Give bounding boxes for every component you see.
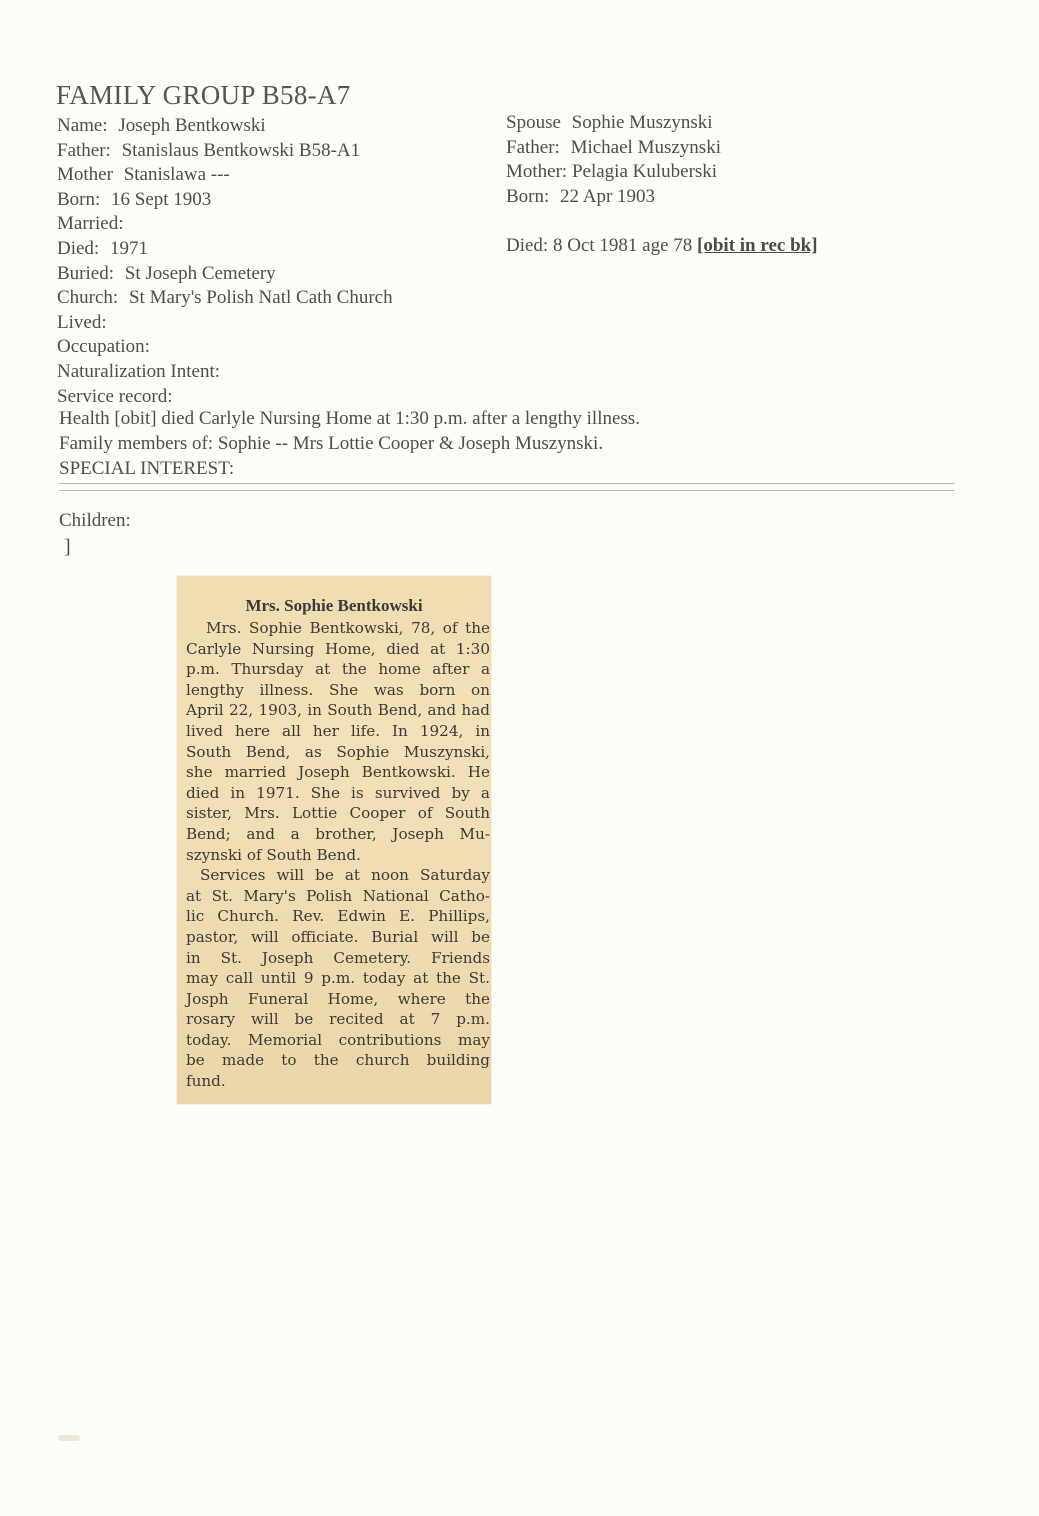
husband-mother-row <box>57 163 497 188</box>
husband-died-row <box>57 237 497 262</box>
spouse-born-label: Born: <box>506 185 550 207</box>
spouse-born: 22 Apr 1903 <box>560 185 656 207</box>
husband-father-row <box>57 139 497 164</box>
husband-column <box>57 114 497 409</box>
spouse-father: Michael Muszynski <box>570 136 721 158</box>
obituary-line: today. Memorial contributions may <box>186 1030 490 1049</box>
children-label: Children: <box>59 510 131 531</box>
husband-born-row <box>57 188 497 213</box>
obituary-line: she married Joseph Bentkowski. He <box>186 763 490 782</box>
spouse-died-label: Died: <box>506 234 549 256</box>
obituary-line: Mrs. Sophie Bentkowski, 78, of the <box>206 619 490 637</box>
spouse-father-row <box>506 136 966 161</box>
obituary-clipping <box>177 576 491 1104</box>
obituary-line: at St. Mary's Polish National Catho- <box>186 886 490 905</box>
husband-married-row <box>57 212 497 237</box>
husband-church-row <box>57 286 497 311</box>
husband-church-label: Church: <box>57 287 119 309</box>
husband-buried: St Joseph Cemetery <box>124 262 276 284</box>
spouse-died: 8 Oct 1981 age 78 <box>552 234 693 256</box>
husband-naturalization-label: Naturalization Intent: <box>57 360 221 382</box>
spouse-blank-row <box>506 209 966 234</box>
health-line: Health [obit] died Carlyle Nursing Home at 1:30 p.m. after a lengthy illness. <box>59 408 640 429</box>
obituary-line: may call until 9 p.m. today at the St. <box>186 969 490 988</box>
obituary-line: Josph Funeral Home, where the <box>186 989 490 1008</box>
husband-father: Stanislaus Bentkowski B58-A1 <box>121 139 361 161</box>
obit-record-link[interactable]: [obit in rec bk] <box>697 234 818 256</box>
spouse-column <box>506 111 966 259</box>
husband-occupation-row <box>57 335 497 360</box>
scan-speck <box>58 1435 80 1441</box>
obituary-line: lived here all her life. In 1924, in <box>186 721 490 740</box>
obituary-line: be made to the church building <box>186 1051 490 1070</box>
husband-buried-label: Buried: <box>57 262 114 284</box>
husband-father-label: Father: <box>57 139 111 161</box>
husband-name-label: Name: <box>57 115 108 136</box>
obituary-line: died in 1971. She is survived by a <box>186 783 490 802</box>
obituary-line: Services will be at noon Saturday <box>200 866 490 885</box>
obituary-line: lengthy illness. She was born on <box>186 680 490 699</box>
spouse-name: Sophie Muszynski <box>571 112 713 133</box>
husband-lived-label: Lived: <box>57 311 107 333</box>
husband-born-label: Born: <box>57 188 101 210</box>
obituary-line: rosary will be recited at 7 p.m. <box>186 1010 490 1029</box>
obituary-heading: Mrs. Sophie Bentkowski <box>245 596 423 615</box>
obituary-body <box>186 618 490 1092</box>
husband-died-label: Died: <box>57 237 100 259</box>
obituary-line: szynski of South Bend. <box>186 845 361 864</box>
obituary-line: in St. Joseph Cemetery. Friends <box>186 948 490 967</box>
husband-occupation-label: Occupation: <box>57 336 150 358</box>
spouse-father-label: Father: <box>506 136 560 158</box>
section-divider <box>59 483 955 491</box>
obituary-line: April 22, 1903, in South Bend, and had <box>186 701 490 720</box>
husband-church: St Mary's Polish Natl Cath Church <box>128 287 393 309</box>
spouse-died-row <box>506 234 966 259</box>
obituary-line: pastor, will officiate. Burial will be <box>186 927 490 946</box>
obituary-line: South Bend, as Sophie Muszynski, <box>186 742 490 761</box>
family-members-line: Family members of: Sophie -- Mrs Lottie Cooper & Joseph Muszynski. <box>59 433 604 454</box>
spouse-born-row <box>506 185 966 210</box>
spouse-name-row <box>506 111 966 136</box>
husband-mother: Stanislawa --- <box>123 164 230 186</box>
husband-married-label: Married: <box>57 213 124 235</box>
page-title: FAMILY GROUP B58-A7 <box>56 80 351 110</box>
husband-service-label: Service record: <box>57 385 173 407</box>
special-interest-label: SPECIAL INTEREST: <box>59 458 235 479</box>
spouse-mother-row <box>506 160 966 185</box>
husband-naturalization-row <box>57 360 497 385</box>
husband-name: Joseph Bentkowski <box>118 115 266 136</box>
husband-buried-row <box>57 262 497 287</box>
husband-lived-row <box>57 311 497 336</box>
obituary-line: Bend; and a brother, Joseph Mu- <box>186 824 490 843</box>
obituary-line: sister, Mrs. Lottie Cooper of South <box>186 804 490 823</box>
children-bracket: ] <box>64 536 71 558</box>
husband-name-row <box>57 114 497 139</box>
obituary-line: p.m. Thursday at the home after a <box>186 660 490 679</box>
husband-born: 16 Sept 1903 <box>111 188 212 210</box>
spouse-mother-label: Mother: <box>506 161 568 183</box>
husband-died: 1971 <box>109 237 148 259</box>
husband-mother-label: Mother <box>57 164 113 186</box>
obituary-line: lic Church. Rev. Edwin E. Phillips, <box>186 907 490 926</box>
spouse-label: Spouse <box>506 112 561 133</box>
obituary-line: Carlyle Nursing Home, died at 1:30 <box>186 639 490 658</box>
husband-service-row <box>57 385 497 410</box>
obituary-line: fund. <box>186 1072 226 1091</box>
spouse-mother: Pelagia Kuluberski <box>571 161 718 183</box>
